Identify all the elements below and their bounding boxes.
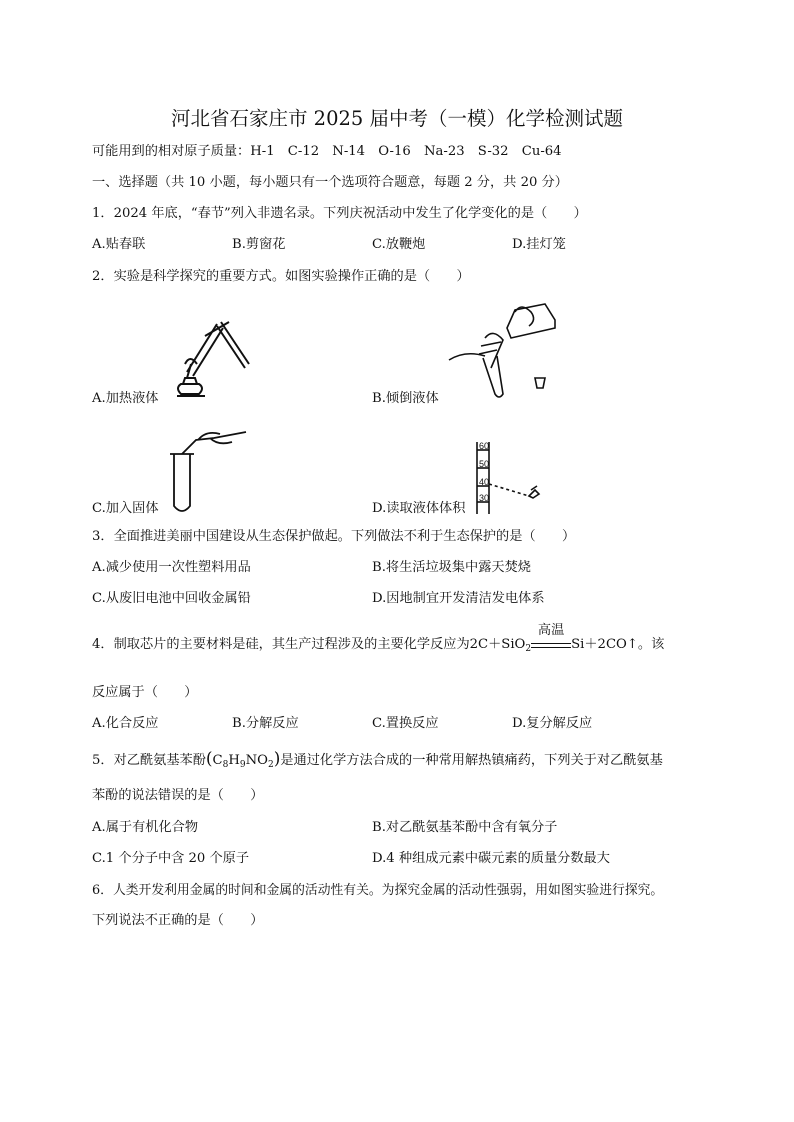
page-title: 河北省石家庄市 2025 届中考（一模）化学检测试题: [170, 107, 624, 130]
q1-stem: 1．2024 年底，“春节”列入非遗名录。下列庆祝活动中发生了化学变化的是（ ）: [92, 206, 587, 221]
adding-solid-figure: [168, 420, 250, 516]
equation-left-subscript: 2: [525, 644, 532, 654]
q4-option-b: B.分解反应: [232, 716, 299, 731]
q5-stem-continued: 苯酚的说法错误的是（ ）: [92, 788, 264, 803]
q4-stem-part-b: 。该: [637, 637, 665, 652]
q5-option-c: C.1 个分子中含 20 个原子: [92, 851, 250, 866]
q5-option-a: A.属于有机化合物: [92, 820, 199, 835]
q4-option-a: A.化合反应: [92, 716, 159, 731]
q4-option-d: D.复分解反应: [512, 716, 593, 731]
q5-option-d: D.4 种组成元素中碳元素的质量分数最大: [372, 851, 610, 866]
q2-option-b: B.倾倒液体: [372, 391, 439, 406]
formula-c-subscript: 8: [222, 760, 229, 770]
equation-arrow: [531, 623, 571, 648]
q3-option-a: A.减少使用一次性塑料用品: [92, 560, 251, 575]
q6-stem-continued: 下列说法不正确的是（ ）: [92, 913, 264, 928]
q3-option-b: B.将生活垃圾集中露天焚烧: [372, 560, 531, 575]
q2-option-d: D.读取液体体积: [372, 501, 466, 516]
q4-stem-continued: 反应属于（ ）: [92, 685, 198, 700]
tick-30: 30: [479, 493, 490, 503]
q1-option-a: A.贴春联: [92, 237, 146, 252]
q4-option-c: C.置换反应: [372, 716, 439, 731]
section-heading: 一、选择题（共 10 小题，每小题只有一个选项符合题意，每题 2 分，共 20 分）: [92, 175, 568, 190]
equation-left: 2C＋SiO: [469, 637, 526, 652]
q2-option-c: C.加入固体: [92, 501, 159, 516]
q5-stem: 5．对乙酰氨基苯酚$(C_8H_9NO_2)$是通过化学方法合成的一种常用解热镇痛药，下列关于对乙酰氨基: [92, 749, 663, 770]
reading-volume-figure: [475, 440, 550, 514]
q2-option-a: A.加热液体: [92, 391, 159, 406]
equation-right: Si＋2CO↑: [571, 637, 638, 652]
q2-stem: 2．实验是科学探究的重要方式。如图实验操作正确的是（ ）: [92, 269, 470, 284]
q1-option-d: D.挂灯笼: [512, 237, 566, 252]
q6-stem: 6．人类开发利用金属的时间和金属的活动性有关。为探究金属的活动性强弱，用如图实验进行探究。: [92, 883, 664, 898]
q4-stem: [92, 623, 665, 658]
q5-stem-part-a: 5．对乙酰氨基苯酚: [92, 753, 206, 768]
q3-stem: 3．全面推进美丽中国建设从生态保护做起。下列做法不利于生态保护的是（ ）: [92, 529, 576, 544]
equation-condition: 高温: [537, 623, 565, 638]
formula-h-subscript: 9: [239, 760, 246, 770]
formula-no: NO: [245, 753, 268, 768]
q3-option-d: D.因地制宜开发清洁发电体系: [372, 591, 545, 606]
pouring-liquid-figure: [445, 298, 565, 400]
tick-40: 40: [479, 477, 490, 487]
formula-c: C: [212, 753, 223, 768]
formula-h: H: [228, 753, 240, 768]
formula-no-subscript: 2: [267, 760, 274, 770]
atomic-masses: 可能用到的相对原子质量：H-1 C-12 N-14 O-16 Na-23 S-32 Cu-64: [92, 144, 562, 159]
q1-option-b: B.剪窗花: [232, 237, 286, 252]
q5-stem-part-b: 是通过化学方法合成的一种常用解热镇痛药，下列关于对乙酰氨基: [280, 753, 663, 768]
q5-option-b: B.对乙酰氨基苯酚中含有氧分子: [372, 820, 558, 835]
tick-60: 60: [479, 441, 490, 451]
q4-stem-part-a: 4．制取芯片的主要材料是硅，其生产过程涉及的主要化学反应为: [92, 637, 470, 652]
tick-50: 50: [479, 459, 490, 469]
q1-option-c: C.放鞭炮: [372, 237, 426, 252]
q3-option-c: C.从废旧电池中回收金属铅: [92, 591, 251, 606]
heating-liquid-figure: [165, 318, 255, 406]
